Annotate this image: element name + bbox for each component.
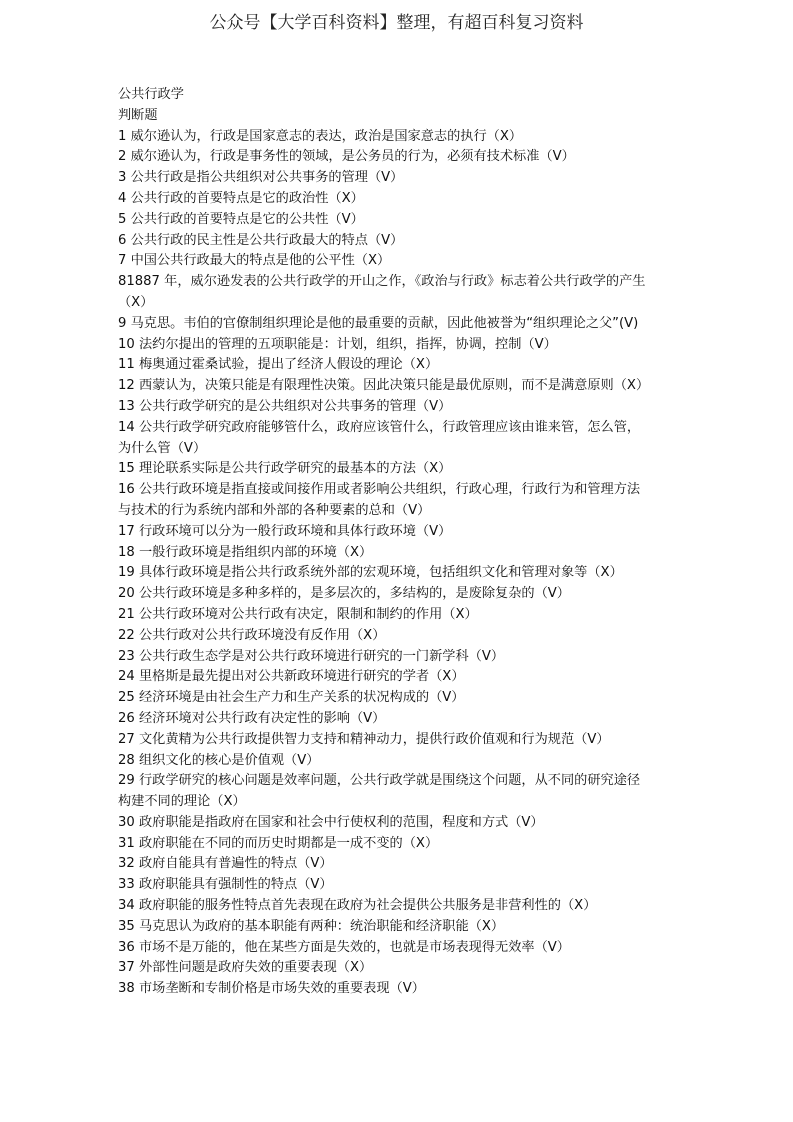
- question-item: [118, 751, 688, 772]
- question-text-continued: 与技术的行为系统内部和外部的各种要素的总和（V）: [118, 502, 431, 518]
- question-item: [118, 251, 688, 272]
- question-item: [118, 709, 688, 730]
- question-text-continued: （X）: [118, 294, 154, 310]
- question-text: 32 政府自能具有普遍性的特点（V）: [118, 856, 333, 872]
- question-item: [118, 771, 688, 813]
- document-title: 公共行政学: [118, 87, 184, 102]
- question-text: 9 马克思。韦伯的官僚制组织理论是他的最重要的贡献，因此他被誉为“组织理论之父”(V): [118, 315, 639, 331]
- question-item: [118, 355, 688, 376]
- question-text: 20 公共行政环境是多种多样的，是多层次的，多结构的，是废除复杂的（V）: [118, 586, 570, 602]
- question-text: 18 一般行政环境是指组织内部的环境（X）: [118, 544, 373, 560]
- question-text: 34 政府职能的服务性特点首先表现在政府为社会提供公共服务是非营利性的（X）: [118, 898, 597, 914]
- question-item: [118, 522, 688, 543]
- question-item: [118, 938, 688, 959]
- question-item: [118, 189, 688, 210]
- question-text: 24 里格斯是最先提出对公共新政环境进行研究的学者（X）: [118, 669, 465, 685]
- question-text: 13 公共行政学研究的是公共组织对公共事务的管理（V）: [118, 398, 452, 414]
- question-item: [118, 376, 688, 397]
- question-text: 15 理论联系实际是公共行政学研究的最基本的方法（X）: [118, 461, 452, 477]
- question-text: 38 市场垄断和专制价格是市场失效的重要表现（V）: [118, 981, 425, 997]
- question-item: [118, 418, 688, 460]
- question-item: [118, 896, 688, 917]
- question-text: 19 具体行政环境是指公共行政系统外部的宏观环境，包括组织文化和管理对象等（X）: [118, 565, 623, 581]
- question-text: 17 行政环境可以分为一般行政环境和具体行政环境（V）: [118, 523, 452, 539]
- question-text: 36 市场不是万能的，他在某些方面是失效的，也就是市场表现得无效率（V）: [118, 939, 570, 955]
- question-text: 27 文化黄精为公共行政提供智力支持和精神动力，提供行政价值观和行为规范（V）: [118, 731, 610, 747]
- question-text: 28 组织文化的核心是价值观（V）: [118, 752, 320, 768]
- question-item: [118, 917, 688, 938]
- page-header: 公众号【大学百科资料】整理，有超百科复习资料: [209, 13, 584, 33]
- question-text: 26 经济环境对公共行政有决定性的影响（V）: [118, 710, 386, 726]
- question-item: [118, 730, 688, 751]
- section-heading: 判断题: [118, 107, 158, 123]
- question-list: [118, 127, 688, 1000]
- question-text: 11 梅奥通过霍桑试验，提出了经济人假设的理论（X）: [118, 357, 439, 373]
- question-item: [118, 667, 688, 688]
- question-text: 7 中国公共行政最大的特点是他的公平性（X）: [118, 253, 391, 269]
- question-item: [118, 127, 688, 148]
- question-item: [118, 979, 688, 1000]
- question-text-continued: 构建不同的理论（X）: [118, 794, 246, 810]
- question-item: [118, 688, 688, 709]
- question-text: 31 政府职能在不同的而历史时期都是一成不变的（X）: [118, 835, 439, 851]
- question-item: [118, 854, 688, 875]
- document-body: [118, 85, 688, 1000]
- question-text: 23 公共行政生态学是对公共行政环境进行研究的一门新学科（V）: [118, 648, 505, 664]
- question-text: 3 公共行政是指公共组织对公共事务的管理（V）: [118, 170, 404, 186]
- question-text: 35 马克思认为政府的基本职能有两种：统治职能和经济职能（X）: [118, 918, 505, 934]
- question-text: 6 公共行政的民主性是公共行政最大的特点（V）: [118, 232, 404, 248]
- question-text: 14 公共行政学研究政府能够管什么，政府应该管什么，行政管理应该由谁来管，怎么管，: [118, 419, 641, 435]
- question-item: [118, 626, 688, 647]
- question-text: 33 政府职能具有强制性的特点（V）: [118, 877, 333, 893]
- question-text: 37 外部性问题是政府失效的重要表现（X）: [118, 960, 373, 976]
- question-item: [118, 543, 688, 564]
- question-item: [118, 168, 688, 189]
- question-text: 21 公共行政环境对公共行政有决定，限制和制约的作用（X）: [118, 606, 478, 622]
- question-text-continued: 为什么管（V）: [118, 440, 207, 456]
- question-item: [118, 834, 688, 855]
- question-item: [118, 397, 688, 418]
- question-text: 29 行政学研究的核心问题是效率问题，公共行政学就是围绕这个问题，从不同的研究途径: [118, 773, 641, 789]
- question-text: 10 法约尔提出的管理的五项职能是：计划，组织，指挥，协调，控制（V）: [118, 336, 557, 352]
- question-item: [118, 459, 688, 480]
- question-item: [118, 335, 688, 356]
- question-text: 5 公共行政的首要特点是它的公共性（V）: [118, 211, 364, 227]
- question-item: [118, 231, 688, 252]
- question-item: [118, 584, 688, 605]
- question-item: [118, 875, 688, 896]
- question-item: [118, 647, 688, 668]
- question-item: [118, 605, 688, 626]
- question-text: 16 公共行政环境是指直接或间接作用或者影响公共组织，行政心理，行政行为和管理方法: [118, 482, 641, 498]
- question-text: 30 政府职能是指政府在国家和社会中行使权利的范围，程度和方式（V）: [118, 814, 544, 830]
- question-item: [118, 272, 688, 314]
- question-text: 25 经济环境是由社会生产力和生产关系的状况构成的（V）: [118, 690, 465, 706]
- question-text: 4 公共行政的首要特点是它的政治性（X）: [118, 190, 364, 206]
- question-text: 12 西蒙认为，决策只能是有限理性决策。因此决策只能是最优原则，而不是满意原则（X）: [118, 378, 650, 394]
- question-item: [118, 958, 688, 979]
- question-text: 1 威尔逊认为，行政是国家意志的表达，政治是国家意志的执行（X）: [118, 128, 523, 144]
- question-item: [118, 210, 688, 231]
- question-item: [118, 563, 688, 584]
- question-text: 2 威尔逊认为，行政是事务性的领域，是公务员的行为，必须有技术标准（V）: [118, 149, 575, 165]
- question-item: [118, 480, 688, 522]
- question-text: 81887 年，威尔逊发表的公共行政学的开山之作，《政治与行政》标志着公共行政学的产生: [118, 274, 646, 290]
- question-text: 22 公共行政对公共行政环境没有反作用（X）: [118, 627, 386, 643]
- question-item: [118, 147, 688, 168]
- question-item: [118, 813, 688, 834]
- question-item: [118, 314, 688, 335]
